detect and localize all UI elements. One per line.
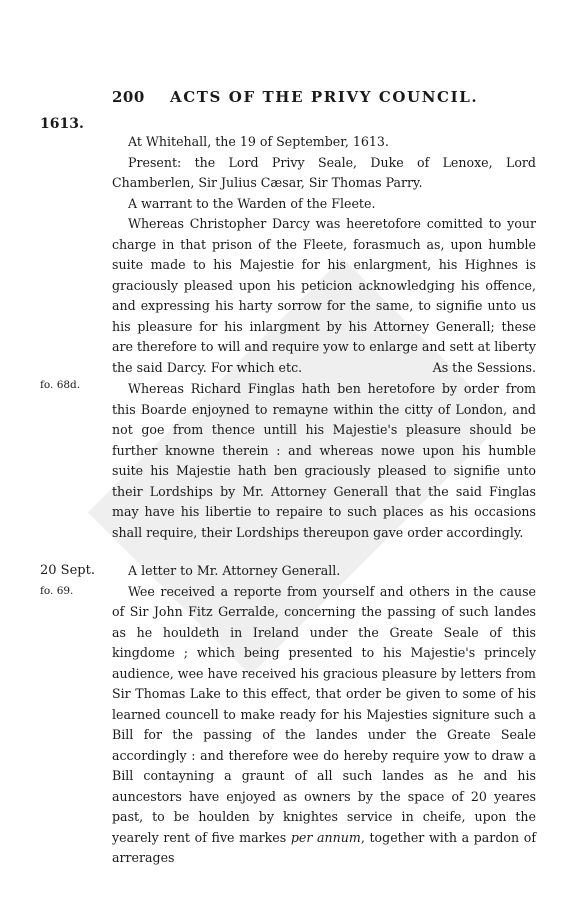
running-title: ACTS OF THE PRIVY COUNCIL. [170,88,479,106]
entry-closing: As the Sessions. [432,359,536,375]
page-number: 200 [112,88,145,106]
entry-subject: A letter to Mr. Attorney Generall. [128,563,341,578]
entry-finglas [112,379,536,543]
entry-body-part1: Wee received a reporte from yourself and others in the cause of Sir John Fitz Gerralde, concerning the passing of such landes as he houldeth in Ireland under the Greate Seale of this kingdome ; which being presented to his Majestie's princely audience, wee have received his gracious pleasure by letters from Sir Thomas Lake to this effect, that order be given to some of his learned councell to make ready for his Majesties signiture such a Bill for the passing of the landes under the Greate Seale accordingly : and therefore wee do hereby require yow to draw a Bill contayning a graunt of all such landes as he and his auncestors have enjoyed as owners by the space of 20 yeares past, to be houlden by knightes service in cheife, upon the yearely rent of five markes [112,583,536,845]
entry-body-italic: per annum [290,829,361,845]
present-list: Present: the Lord Privy Seale, Duke of Lenoxe, Lord Chamberlen, Sir Julius Cæsar, Sir Thomas Parry. [112,154,536,190]
margin-folio-69: fo. 69. [40,585,74,597]
entry-body [112,214,536,378]
entry-letter-attorney-general [112,561,536,869]
margin-date-20-sept: 20 Sept. [40,563,95,578]
entry-body-text: Whereas Christopher Darcy was heeretofore comitted to your charge in that prison of the Fleete, forasmuch as, upon humble suite made to his Majestie for his enlargment, his Highnes is graciously pleased upon his peticion acknowledging his offence, and expressing his harty sorrow for the same, to signifie unto us his pleasure for his inlargment by his Attorney Generall; these are therefore to will and require yow to enlarge and sett at liberty the said Darcy. For which etc. [112,216,536,375]
entry-body [112,582,536,869]
entry-body-part2: , together with a pardon of arrerages [112,829,536,865]
margin-year: 1613. [40,116,84,132]
entry-body: Whereas Richard Finglas hath ben heretofore by order from this Boarde enjoyned to remayne within the citty of London, and not goe from thence untill his Majestie's pleasure should be further knowne therein : and whereas nowe upon his humble suite his Majestie hath ben graciously pleased to signifie unto their Lordships by Mr. Attorney Generall that the said Finglas may have his libertie to repaire to such places as his occasions shall require, their Lordships thereupon gave order accordingly. [112,381,536,540]
entry-subject: A warrant to the Warden of the Fleete. [128,195,376,211]
margin-folio-68d: fo. 68d. [40,379,81,391]
running-head [112,88,542,108]
entry-whitehall-warrant [112,132,536,378]
meeting-heading: At Whitehall, the 19 of September, 1613. [128,134,389,149]
